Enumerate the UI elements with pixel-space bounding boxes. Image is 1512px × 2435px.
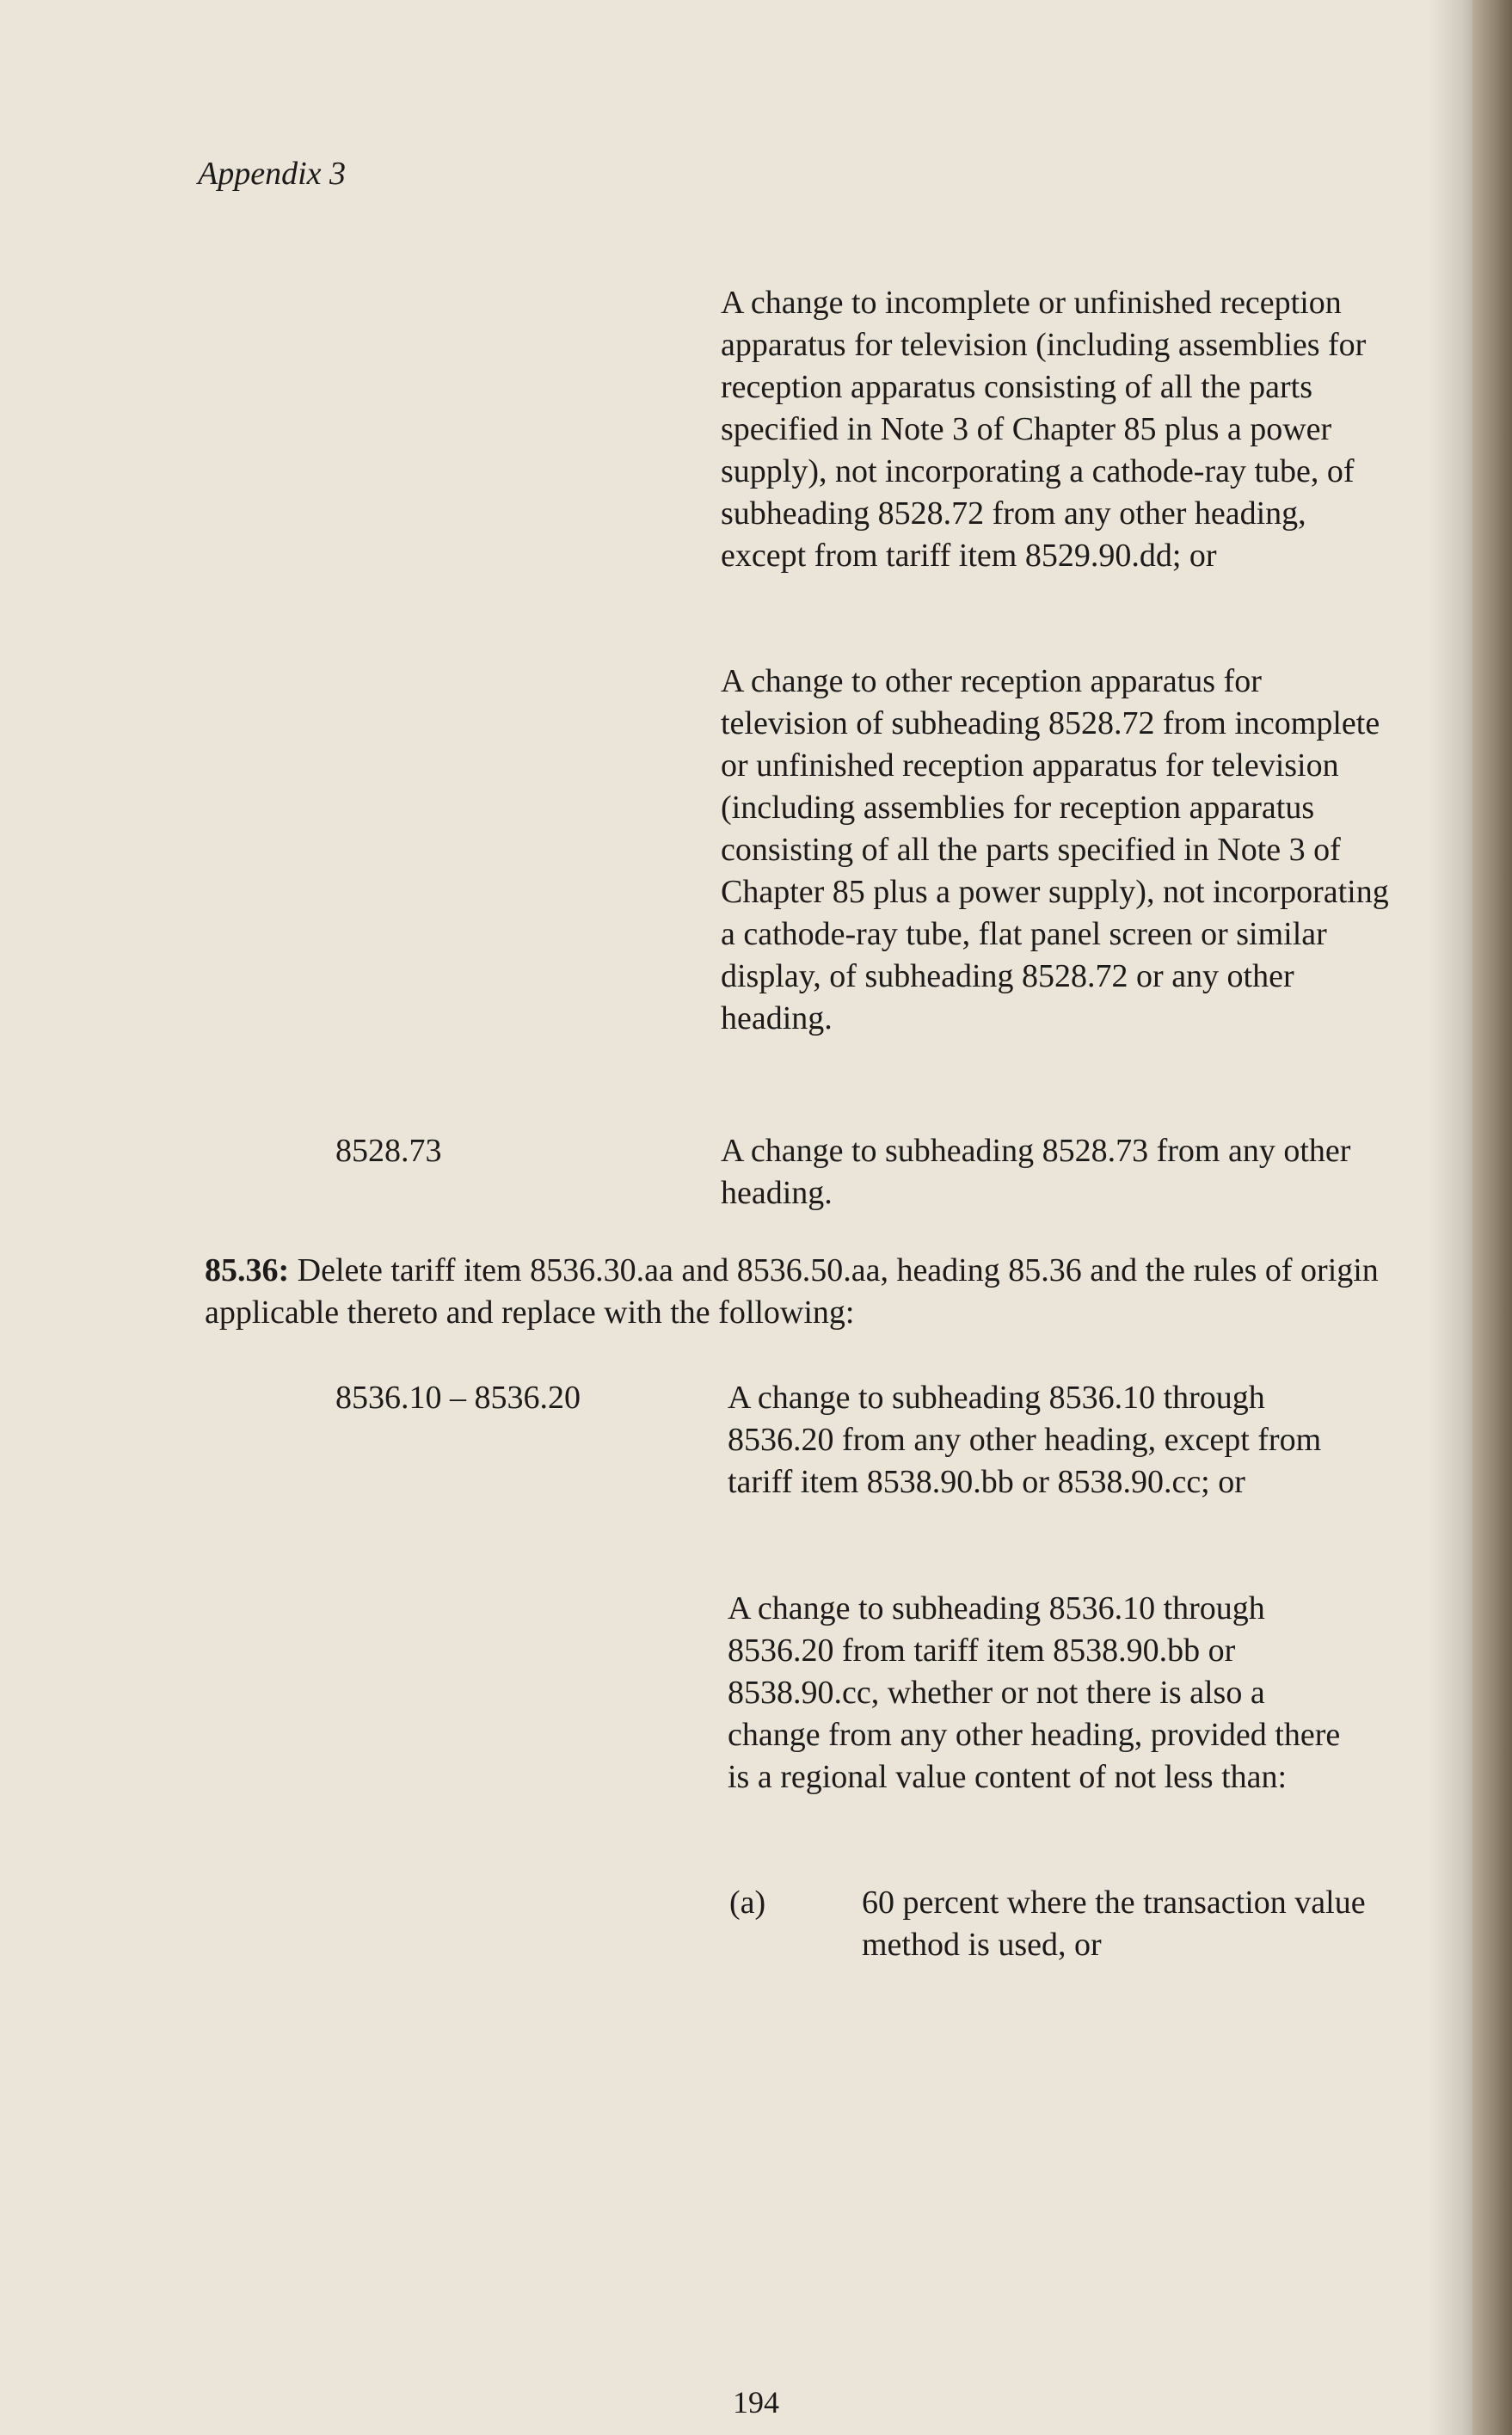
rule-8528-72-second: A change to other reception apparatus for television of subheading 8528.72 from incomplete or unfinished reception apparatus for television (including assemblies for reception apparatus consisting of all the parts specified in Note 3 of Chapter 85 plus a power supply), not incorporating a cathode-ray tube, flat panel screen or similar display, of subheading 8528.72 or any other heading. <box>721 663 1389 1036</box>
subheading-code-8528-73: 8528.73 <box>335 1133 442 1169</box>
page-number: 194 <box>733 2385 779 2420</box>
amendment-heading: 85.36: <box>205 1252 290 1288</box>
amendment-instruction <box>205 1250 1383 1334</box>
rule-8528-72-first: A change to incomplete or unfinished reception apparatus for television (including assemblies for reception apparatus consisting of all the parts specified in Note 3 of Chapter 85 plus a power supply), not incorporating a cathode-ray tube, of subheading 8528.72 from any other heading, except from tariff item 8529.90.dd; or <box>721 285 1367 574</box>
rule-8536-first: A change to subheading 8536.10 through 8536.20 from any other heading, except from tariff item 8538.90.bb or 8538.90.cc; or <box>728 1380 1322 1500</box>
list-item-label-a: (a) <box>729 1885 766 1921</box>
list-item-text-a: 60 percent where the transaction value method is used, or <box>862 1885 1366 1963</box>
subheading-code-8536-10-20: 8536.10 – 8536.20 <box>335 1380 581 1416</box>
rule-8528-73: A change to subheading 8528.73 from any other heading. <box>721 1133 1351 1211</box>
amendment-text: Delete tariff item 8536.30.aa and 8536.50.aa, heading 85.36 and the rules of origin applicable thereto and replace with the following: <box>205 1252 1379 1331</box>
rule-8536-second: A change to subheading 8536.10 through 8536.20 from tariff item 8538.90.bb or 8538.90.cc, whether or not there is also a change from any other heading, provided there is a regional value content of not less than: <box>728 1590 1341 1795</box>
page-header: Appendix 3 <box>198 156 347 192</box>
book-spine-shadow <box>1472 0 1512 2435</box>
